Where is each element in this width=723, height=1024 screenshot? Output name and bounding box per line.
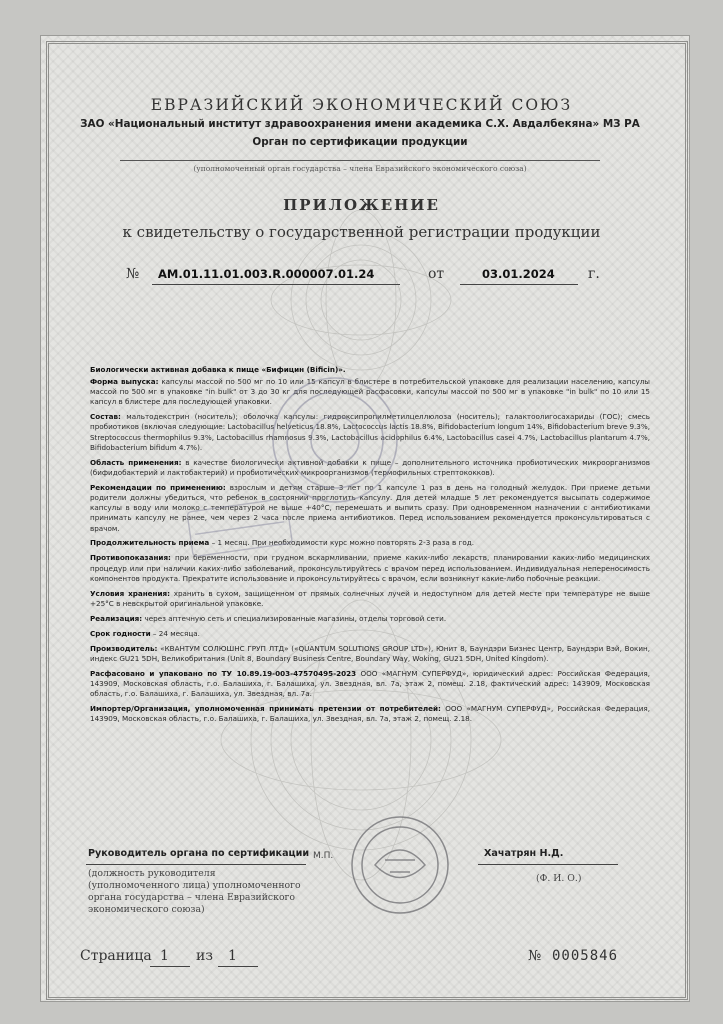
certification-organ: Орган по сертификации продукции [252, 136, 468, 148]
importer-label: Импортер/Организация, уполномоченная принимать претензии от потребителей: [90, 703, 441, 713]
product-name: Биологически активная добавка к пище «Бифицин (Bificin)». [90, 365, 346, 374]
form-label: Форма выпуска: [90, 376, 159, 386]
position-description [88, 868, 318, 916]
role-underline [86, 864, 306, 865]
page-number: 1 [160, 948, 169, 964]
duration-label: Продолжительность приема [90, 538, 210, 548]
composition-text: мальтодекстрин (носитель); оболочка капсулы: гидроксипропилметилцеллюлоза (носитель); галактоолигосахариды (ГОС); смесь пробиотиков (включая следующие: Lactobacillus helveticus 18.8%, Lactococcus lactis 18.8%, Bifidobacterium longum 14%, Bifidobacterium breve 9.3%, Streptococcus thermophilus 9.3%, Lactobacillus rhamnosus 9.3%, Lactobacillus acidophilus 6.4%, Lactobacillus casei 4.7%, Lactobacillus plantarum 4.7%, Bifidobacterium bifidum 4.7%). [90, 412, 650, 452]
document-title: ПРИЛОЖЕНИЕ [283, 196, 440, 214]
duration-text: – 1 месяц. При необходимости курс можно повторять 2-3 раза в год. [211, 538, 475, 548]
page-total: 1 [228, 948, 237, 964]
position-line: (должность руководителя [88, 868, 216, 879]
document-subtitle: к свидетельству о государственной регистрации продукции [122, 223, 601, 241]
packer-label: Расфасовано и упаковано по ТУ 10.89.19-003-47570495-2023 [90, 668, 357, 678]
manufacturer-text: «КВАНТУМ СОЛЮШНС ГРУП ЛТД» («QUANTUM SOLUTIONS GROUP LTD»), Юнит 8, Баундэри Бизнес Центр, Баундэри Вэй, Вокин, индекс GU21 5DH, Великобритания (Unit 8, Boundary Business Centre, Boundary Way, Woking, GU21 5DH, United Kingdom). [90, 643, 650, 663]
importer-text: ООО «МАГНУМ СУПЕРФУД», Российская Федерация, 143909, Московская область, г.о. Балашиха, г. Балашиха, ул. Звездная, вл. 7а, этаж 2, помещ. 2.18. [90, 703, 650, 724]
shelf-life-text: – 24 месяца. [152, 628, 200, 638]
union-heading: ЕВРАЗИЙСКИЙ ЭКОНОМИЧЕСКИЙ СОЮЗ [150, 96, 573, 114]
year-suffix: г. [588, 266, 600, 282]
product-details [90, 365, 650, 729]
registration-date: 03.01.2024 [482, 267, 555, 281]
page-label: Страница [80, 948, 152, 964]
packer-text: ООО «МАГНУМ СУПЕРФУД», юридический адрес: Российская Федерация, 143909, Московская область, г.о. Балашиха, г. Балашиха, ул. Звездная, вл. 7а, этаж 2, помещ. 2.18, фактический адрес: 143909, Московская область, г.о. Балашиха, г. Балашиха, ул. Звездная, вл. 7а. [90, 668, 650, 699]
institute-name: ЗАО «Национальный институт здравоохранения имени академика С.Х. Авдалбекяна» МЗ РА [80, 118, 640, 130]
page-underline [150, 966, 190, 967]
contraindications-label: Противопоказания: [90, 553, 171, 563]
serial-number-sign: № [528, 948, 542, 964]
composition-label: Состав: [90, 412, 121, 422]
registration-number: AM.01.11.01.003.R.000007.01.24 [158, 267, 375, 281]
area-text: в качестве биологически активной добавки к пище – дополнительного источника пробиотических микроорганизмов (бифидобактерий и лактобактерий) и пробиотических микроорганизмов (термофильных стрептококков). [90, 457, 650, 477]
position-line: экономического союза) [88, 904, 205, 915]
recommendations-text: взрослым и детям старше 3 лет по 1 капсуле 1 раз в день на голодный желудок. При приеме детьми родители должны убедиться, что ребенок в состоянии проглотить капсулу. Для детей младше 5 лет рекомендуется высыпать содержимое капсулы в воду или молоко с температурой не выше +40°С, перемешать и выпить сразу. При одновременном назначении с антибиотиками принимать капсулу не ранее, чем через 2 часа после приема антибиотиков. Перед использованием рекомендуется проконсультироваться с врачом. [90, 482, 650, 533]
position-line: органа государства – члена Евразийского [88, 892, 296, 903]
recommendations-label: Рекомендации по применению: [90, 482, 226, 492]
fio-label: (Ф. И. О.) [536, 873, 582, 884]
date-underline [460, 284, 578, 285]
contraindications-text: при беременности, при грудном вскармливании, приеме каких-либо лекарств, планировании каких-либо медицинских процедур или при наличии каких-либо заболеваний, проконсультируйтесь с врачом перед использованием. Индивидуальная непереносимость компонентов продукта. Прекратите использование и проконсультируйтесь с врачом, если возникнут какие-либо побочные реакции. [90, 553, 650, 583]
from-label: от [428, 266, 445, 282]
storage-label: Условия хранения: [90, 588, 171, 598]
sales-label: Реализация: [90, 613, 143, 623]
area-label: Область применения: [90, 457, 182, 467]
number-underline [152, 284, 400, 285]
serial-number: 0005846 [552, 948, 619, 964]
authorized-organ-note: (уполномоченный орган государства – члена Евразийского экономического союза) [193, 164, 527, 173]
seal-place-label: М.П. [313, 851, 334, 861]
head-name: Хачатрян Н.Д. [484, 848, 564, 859]
shelf-life-label: Срок годности [90, 628, 151, 638]
manufacturer-label: Производитель: [90, 643, 158, 653]
form-text: капсулы массой по 500 мг по 10 или 15 капсул в блистере в потребительской упаковке для реализации населению, капсулы массой по 500 мг в упаковке "in bulk" от 3 до 30 кг для последующей расфасовки, капсулы массой по 500 мг в упаковке "in bulk" по 10 или 15 капсул в блистере для последующей упаковки. [90, 376, 650, 407]
sales-text: через аптечную сеть и специализированные магазины, отделы торговой сети. [144, 613, 447, 623]
number-sign: № [126, 266, 140, 282]
total-underline [218, 966, 258, 967]
of-label: из [196, 948, 213, 964]
head-of-organ-label: Руководитель органа по сертификации [88, 848, 310, 859]
header-rule [120, 160, 600, 161]
name-underline [478, 864, 618, 865]
position-line: (уполномоченного лица) уполномоченного [88, 880, 301, 891]
storage-text: хранить в сухом, защищенном от прямых солнечных лучей и недоступном для детей месте при температуре не выше +25°С в невскрытой оригинальной упаковке. [90, 588, 650, 608]
